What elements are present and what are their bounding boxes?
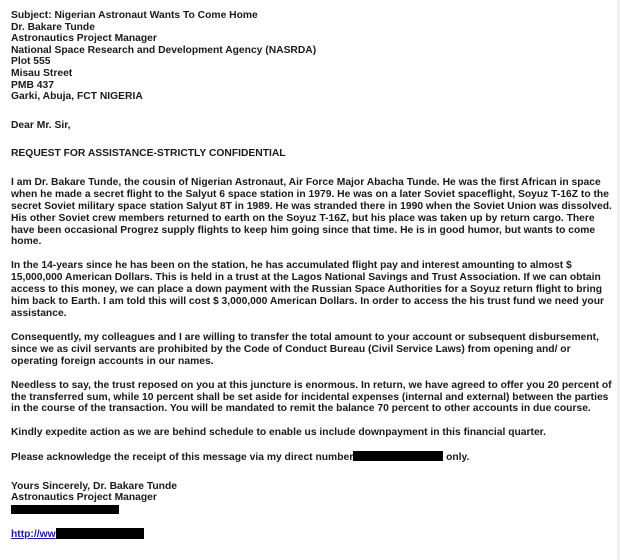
sender-pmb: PMB 437	[11, 79, 54, 91]
sender-agency: National Space Research and Development Agency (NASRDA)	[11, 44, 317, 56]
request-heading: REQUEST FOR ASSISTANCE-STRICTLY CONFIDENTIAL	[11, 148, 286, 160]
website-link-text[interactable]: http://ww	[11, 528, 56, 540]
sender-plot: Plot 555	[11, 56, 51, 68]
salutation: Dear Mr. Sir,	[11, 119, 71, 131]
sender-title: Astronautics Project Manager	[11, 33, 157, 45]
sender-name: Dr. Bakare Tunde	[11, 21, 95, 33]
acknowledge-text: Please acknowledge the receipt of this message via my direct number	[11, 451, 354, 463]
paragraph-2: In the 14-years since he has been on the station, he has accumulated flight pay and interest amounting to almost $ 15,000,000 American Dollars. This is held in a trust at the Lagos National Savings and Trust Association. If we can obtain access to this money, we can place a down payment with the Russian Space Authorities for a Soyuz return flight to bring him back to Earth. I am told this will cost $ 3,000,000 American Dollars. In order to access the his trust fund we need your assistance.	[11, 260, 605, 319]
sender-street: Misau Street	[11, 67, 73, 79]
paragraph-5: Kindly expedite action as we are behind schedule to enable us include downpayment in this financial quarter.	[11, 427, 546, 439]
acknowledge-suffix: only.	[446, 451, 470, 463]
paragraph-1: I am Dr. Bakare Tunde, the cousin of Nigerian Astronaut, Air Force Major Abacha Tunde. He was the first African in space when he made a secret flight to the Salyut 6 space station in 1979. He was on a later Soviet spaceflight, Soyuz T-16Z to the secret Soviet military space station Salyut 8T in 1989. He was stranded there in 1990 when the Soviet Union was dissolved. His other Soviet crew members returned to earth on the Soyuz T-16Z, but his place was taken up by return cargo. There have been occasional Progrez supply flights to keep him going since that time. He is in good humor, but wants to come home.	[11, 176, 612, 248]
email-body	[11, 10, 615, 540]
paragraph-4: Needless to say, the trust reposed on you at this juncture is enormous. In return, we have agreed to offer you 20 percent of the transferred sum, while 10 percent shall be set aside for incidental expenses (internal and external) between the parties in the course of the transaction. You will be mandated to remit the balance 70 percent to other accounts in due course.	[11, 379, 612, 415]
redacted-website-url	[56, 528, 144, 539]
closing-signature: Yours Sincerely, Dr. Bakare Tunde	[11, 480, 177, 492]
redacted-email-address	[11, 505, 119, 514]
sender-city: Garki, Abuja, FCT NIGERIA	[11, 91, 143, 103]
email-subject: Subject: Nigerian Astronaut Wants To Come Home	[11, 10, 258, 21]
acknowledge-line	[11, 451, 615, 464]
closing-title: Astronautics Project Manager	[11, 492, 157, 504]
paragraph-3: Consequently, my colleagues and I are willing to transfer the total amount to your account or subsequent disbursement, since we as civil servants are prohibited by the Code of Conduct Bureau (Civil Service Laws) from opening and/ or operating foreign accounts in our names.	[11, 331, 599, 367]
redacted-email-line	[11, 504, 615, 515]
website-link[interactable]	[11, 528, 615, 541]
redacted-phone-number	[353, 451, 443, 461]
